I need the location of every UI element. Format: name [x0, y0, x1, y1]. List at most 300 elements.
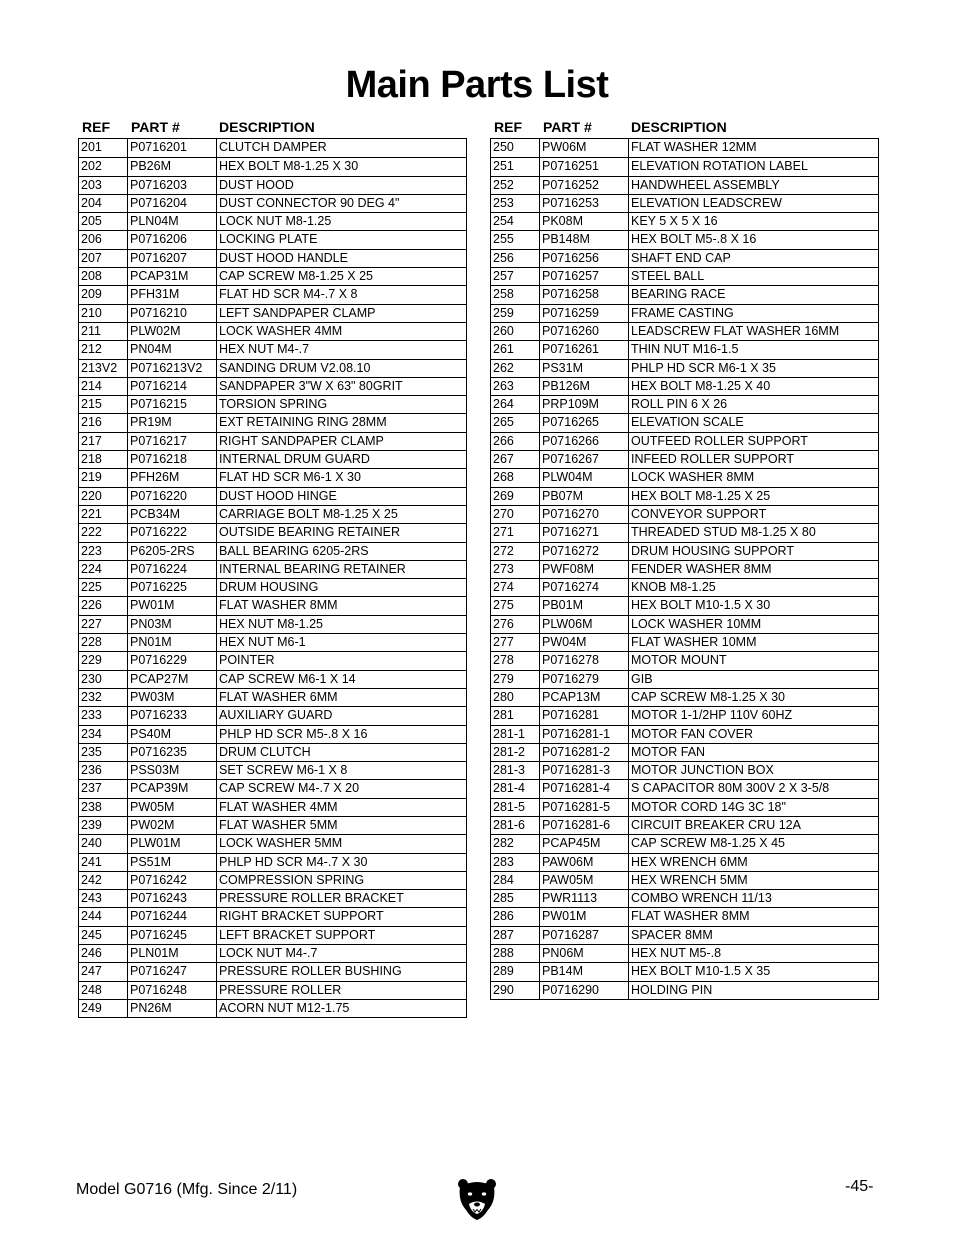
table-row: [491, 432, 878, 450]
table-row: [491, 523, 878, 541]
cell-part-number: P0716265: [540, 414, 629, 431]
table-row: [79, 926, 466, 944]
table-row: [491, 871, 878, 889]
cell-part-number: P0716261: [540, 341, 629, 358]
cell-description: THREADED STUD M8-1.25 X 80: [631, 525, 816, 540]
cell-ref: 253: [491, 195, 540, 212]
cell-ref: 285: [491, 890, 540, 907]
table-row: [491, 981, 878, 999]
cell-part-number: PLW06M: [540, 616, 629, 633]
cell-ref: 209: [79, 286, 128, 303]
cell-description: PRESSURE ROLLER: [219, 982, 342, 997]
cell-description: BALL BEARING 6205-2RS: [219, 543, 369, 558]
table-row: [491, 688, 878, 706]
table-row: [491, 304, 878, 322]
cell-ref: 281-6: [491, 817, 540, 834]
cell-ref: 206: [79, 231, 128, 248]
cell-description: ELEVATION ROTATION LABEL: [631, 159, 808, 174]
header-description: DESCRIPTION: [631, 119, 727, 135]
table-row: [491, 596, 878, 614]
cell-part-number: P0716272: [540, 543, 629, 560]
cell-ref: 227: [79, 616, 128, 633]
cell-description: LOCK WASHER 8MM: [631, 470, 755, 485]
table-row: [491, 176, 878, 194]
table-row: [79, 889, 466, 907]
cell-ref: 261: [491, 341, 540, 358]
cell-part-number: P0716252: [540, 177, 629, 194]
cell-ref: 281-4: [491, 780, 540, 797]
cell-part-number: PRP109M: [540, 396, 629, 413]
cell-description: BEARING RACE: [631, 287, 726, 302]
cell-part-number: PLN01M: [128, 945, 217, 962]
cell-ref: 271: [491, 524, 540, 541]
cell-ref: 263: [491, 378, 540, 395]
cell-description: COMBO WRENCH 11/13: [631, 891, 772, 906]
cell-description: HANDWHEEL ASSEMBLY: [631, 177, 780, 192]
table-row: [491, 139, 878, 157]
cell-ref: 270: [491, 506, 540, 523]
cell-ref: 217: [79, 433, 128, 450]
table-row: [79, 139, 466, 157]
cell-ref: 233: [79, 707, 128, 724]
cell-part-number: P0716224: [128, 561, 217, 578]
cell-description: ACORN NUT M12-1.75: [219, 1000, 350, 1015]
table-row: [79, 761, 466, 779]
cell-description: LOCK WASHER 5MM: [219, 836, 343, 851]
cell-ref: 250: [491, 139, 540, 157]
cell-part-number: PW02M: [128, 817, 217, 834]
cell-ref: 259: [491, 305, 540, 322]
cell-description: PRESSURE ROLLER BUSHING: [219, 964, 402, 979]
cell-ref: 220: [79, 488, 128, 505]
table-row: [79, 578, 466, 596]
cell-description: HEX WRENCH 6MM: [631, 854, 748, 869]
table-row: [79, 779, 466, 797]
table-header: [490, 116, 879, 138]
table-row: [491, 249, 878, 267]
cell-ref: 202: [79, 158, 128, 175]
cell-ref: 255: [491, 231, 540, 248]
cell-ref: 230: [79, 671, 128, 688]
parts-table-left: [78, 116, 467, 1018]
cell-part-number: P6205-2RS: [128, 543, 217, 560]
cell-ref: 265: [491, 414, 540, 431]
cell-ref: 254: [491, 213, 540, 230]
table-row: [491, 377, 878, 395]
cell-description: SANDPAPER 3"W X 63" 80GRIT: [219, 378, 403, 393]
cell-part-number: P0716278: [540, 652, 629, 669]
cell-description: COMPRESSION SPRING: [219, 872, 365, 887]
cell-part-number: P0716247: [128, 963, 217, 980]
cell-description: CAP SCREW M8-1.25 X 25: [219, 269, 373, 284]
cell-ref: 262: [491, 360, 540, 377]
table-row: [79, 853, 466, 871]
cell-description: OUTFEED ROLLER SUPPORT: [631, 433, 808, 448]
cell-part-number: PS31M: [540, 360, 629, 377]
cell-ref: 243: [79, 890, 128, 907]
cell-description: HEX BOLT M8-1.25 X 25: [631, 488, 771, 503]
cell-ref: 225: [79, 579, 128, 596]
cell-part-number: PS51M: [128, 854, 217, 871]
cell-description: HEX BOLT M8-1.25 X 40: [631, 378, 771, 393]
cell-ref: 287: [491, 927, 540, 944]
cell-description: LOCK WASHER 4MM: [219, 323, 343, 338]
cell-ref: 248: [79, 982, 128, 999]
cell-ref: 235: [79, 744, 128, 761]
table-row: [491, 285, 878, 303]
cell-ref: 246: [79, 945, 128, 962]
table-row: [79, 230, 466, 248]
cell-description: PHLP HD SCR M4-.7 X 30: [219, 854, 368, 869]
cell-ref: 273: [491, 561, 540, 578]
table-row: [491, 505, 878, 523]
table-row: [79, 725, 466, 743]
cell-part-number: P0716266: [540, 433, 629, 450]
cell-part-number: PW03M: [128, 689, 217, 706]
cell-description: FLAT WASHER 8MM: [219, 598, 338, 613]
cell-description: CAP SCREW M8-1.25 X 30: [631, 689, 785, 704]
table-row: [79, 413, 466, 431]
cell-description: FENDER WASHER 8MM: [631, 561, 772, 576]
cell-description: ROLL PIN 6 X 26: [631, 397, 728, 412]
table-row: [491, 670, 878, 688]
cell-ref: 257: [491, 268, 540, 285]
cell-part-number: PN26M: [128, 1000, 217, 1017]
cell-ref: 284: [491, 872, 540, 889]
table-row: [491, 834, 878, 852]
cell-ref: 221: [79, 506, 128, 523]
header-part: PART #: [131, 119, 180, 135]
cell-description: HOLDING PIN: [631, 982, 713, 997]
cell-description: MOTOR JUNCTION BOX: [631, 763, 774, 778]
table-row: [491, 542, 878, 560]
table-row: [491, 395, 878, 413]
cell-part-number: PCAP31M: [128, 268, 217, 285]
table-row: [491, 706, 878, 724]
cell-description: HEX BOLT M10-1.5 X 35: [631, 964, 771, 979]
cell-description: LOCK NUT M8-1.25: [219, 214, 332, 229]
cell-part-number: P0716207: [128, 250, 217, 267]
table-row: [491, 615, 878, 633]
cell-part-number: PFH26M: [128, 469, 217, 486]
table-row: [491, 633, 878, 651]
parts-table-right: [490, 116, 879, 1000]
cell-ref: 260: [491, 323, 540, 340]
table-row: [491, 651, 878, 669]
table-row: [79, 285, 466, 303]
cell-description: FLAT WASHER 4MM: [219, 799, 338, 814]
cell-ref: 290: [491, 982, 540, 999]
cell-description: HEX BOLT M10-1.5 X 30: [631, 598, 771, 613]
table-header: [78, 116, 467, 138]
cell-description: ELEVATION SCALE: [631, 415, 744, 430]
table-row: [491, 560, 878, 578]
cell-description: DUST HOOD HANDLE: [219, 250, 348, 265]
table-row: [491, 761, 878, 779]
cell-ref: 219: [79, 469, 128, 486]
table-row: [79, 981, 466, 999]
cell-part-number: P0716242: [128, 872, 217, 889]
table-row: [79, 542, 466, 560]
table-row: [79, 395, 466, 413]
cell-description: DRUM HOUSING SUPPORT: [631, 543, 794, 558]
cell-description: TORSION SPRING: [219, 397, 328, 412]
table-row: [79, 249, 466, 267]
table-row: [79, 871, 466, 889]
table-body: [490, 138, 879, 1000]
cell-description: LEFT SANDPAPER CLAMP: [219, 305, 376, 320]
table-row: [491, 468, 878, 486]
cell-part-number: P0716281-1: [540, 726, 629, 743]
cell-description: LOCK NUT M4-.7: [219, 946, 318, 961]
cell-part-number: P0716243: [128, 890, 217, 907]
cell-ref: 232: [79, 689, 128, 706]
table-row: [491, 157, 878, 175]
cell-ref: 277: [491, 634, 540, 651]
cell-part-number: PW04M: [540, 634, 629, 651]
cell-description: HEX NUT M6-1: [219, 635, 306, 650]
cell-ref: 274: [491, 579, 540, 596]
table-row: [79, 157, 466, 175]
cell-ref: 276: [491, 616, 540, 633]
cell-description: CLUTCH DAMPER: [219, 140, 327, 154]
table-row: [491, 889, 878, 907]
table-row: [491, 413, 878, 431]
table-row: [79, 944, 466, 962]
cell-part-number: P0716281-4: [540, 780, 629, 797]
cell-part-number: PB126M: [540, 378, 629, 395]
cell-part-number: PW01M: [128, 597, 217, 614]
cell-description: DUST HOOD HINGE: [219, 488, 337, 503]
cell-ref: 281-5: [491, 799, 540, 816]
cell-part-number: PCAP27M: [128, 671, 217, 688]
cell-part-number: PLW02M: [128, 323, 217, 340]
header-part: PART #: [543, 119, 592, 135]
table-row: [491, 340, 878, 358]
cell-description: INTERNAL BEARING RETAINER: [219, 561, 406, 576]
cell-ref: 289: [491, 963, 540, 980]
table-row: [491, 779, 878, 797]
cell-ref: 242: [79, 872, 128, 889]
table-row: [79, 176, 466, 194]
cell-ref: 224: [79, 561, 128, 578]
cell-ref: 256: [491, 250, 540, 267]
cell-ref: 267: [491, 451, 540, 468]
cell-part-number: PN04M: [128, 341, 217, 358]
table-row: [79, 633, 466, 651]
cell-description: CAP SCREW M6-1 X 14: [219, 671, 356, 686]
cell-ref: 213V2: [79, 360, 128, 377]
cell-ref: 229: [79, 652, 128, 669]
cell-description: INTERNAL DRUM GUARD: [219, 452, 370, 467]
cell-part-number: P0716271: [540, 524, 629, 541]
table-row: [491, 725, 878, 743]
cell-description: PHLP HD SCR M5-.8 X 16: [219, 726, 368, 741]
cell-ref: 252: [491, 177, 540, 194]
table-row: [491, 578, 878, 596]
cell-ref: 214: [79, 378, 128, 395]
cell-part-number: PCAP13M: [540, 689, 629, 706]
cell-part-number: P0716214: [128, 378, 217, 395]
cell-part-number: PB14M: [540, 963, 629, 980]
cell-description: MOTOR MOUNT: [631, 653, 727, 668]
header-ref: REF: [82, 119, 110, 135]
cell-part-number: P0716210: [128, 305, 217, 322]
cell-description: RIGHT BRACKET SUPPORT: [219, 909, 384, 924]
cell-part-number: PB26M: [128, 158, 217, 175]
table-row: [491, 212, 878, 230]
cell-ref: 286: [491, 908, 540, 925]
cell-description: INFEED ROLLER SUPPORT: [631, 452, 795, 467]
table-row: [79, 670, 466, 688]
cell-ref: 251: [491, 158, 540, 175]
cell-description: DRUM CLUTCH: [219, 744, 311, 759]
cell-description: FLAT WASHER 6MM: [219, 689, 338, 704]
cell-description: S CAPACITOR 80M 300V 2 X 3-5/8: [631, 781, 830, 796]
cell-description: FLAT WASHER 8MM: [631, 909, 750, 924]
table-row: [79, 377, 466, 395]
cell-part-number: PAW05M: [540, 872, 629, 889]
cell-ref: 237: [79, 780, 128, 797]
table-row: [79, 523, 466, 541]
cell-part-number: PB07M: [540, 488, 629, 505]
cell-description: HEX NUT M5-.8: [631, 946, 722, 961]
cell-part-number: P0716267: [540, 451, 629, 468]
table-row: [79, 615, 466, 633]
cell-description: EXT RETAINING RING 28MM: [219, 415, 387, 430]
cell-description: ELEVATION LEADSCREW: [631, 195, 782, 210]
table-row: [79, 267, 466, 285]
cell-part-number: P0716258: [540, 286, 629, 303]
cell-part-number: PN06M: [540, 945, 629, 962]
cell-description: FLAT WASHER 5MM: [219, 817, 338, 832]
cell-part-number: PB01M: [540, 597, 629, 614]
cell-ref: 236: [79, 762, 128, 779]
cell-part-number: P0716287: [540, 927, 629, 944]
cell-ref: 258: [491, 286, 540, 303]
cell-part-number: PCAP45M: [540, 835, 629, 852]
cell-part-number: PLN04M: [128, 213, 217, 230]
table-row: [79, 505, 466, 523]
cell-part-number: P0716215: [128, 396, 217, 413]
cell-part-number: PW01M: [540, 908, 629, 925]
cell-part-number: PWF08M: [540, 561, 629, 578]
cell-ref: 280: [491, 689, 540, 706]
cell-description: FLAT HD SCR M4-.7 X 8: [219, 287, 358, 302]
header-description: DESCRIPTION: [219, 119, 315, 135]
cell-description: LOCKING PLATE: [219, 232, 318, 247]
cell-part-number: P0716281-6: [540, 817, 629, 834]
cell-description: SET SCREW M6-1 X 8: [219, 763, 348, 778]
table-row: [79, 322, 466, 340]
cell-ref: 203: [79, 177, 128, 194]
cell-part-number: P0716204: [128, 195, 217, 212]
cell-part-number: PSS03M: [128, 762, 217, 779]
cell-part-number: P0716206: [128, 231, 217, 248]
table-row: [491, 487, 878, 505]
cell-description: RIGHT SANDPAPER CLAMP: [219, 433, 384, 448]
table-row: [79, 962, 466, 980]
cell-description: MOTOR FAN COVER: [631, 726, 754, 741]
cell-ref: 228: [79, 634, 128, 651]
cell-part-number: P0716229: [128, 652, 217, 669]
cell-part-number: P0716245: [128, 927, 217, 944]
table-row: [491, 907, 878, 925]
cell-ref: 244: [79, 908, 128, 925]
cell-ref: 282: [491, 835, 540, 852]
grizzly-bear-logo-icon: [456, 1177, 498, 1221]
cell-part-number: P0716220: [128, 488, 217, 505]
cell-ref: 216: [79, 414, 128, 431]
cell-ref: 272: [491, 543, 540, 560]
cell-part-number: P0716274: [540, 579, 629, 596]
cell-description: MOTOR CORD 14G 3C 18": [631, 799, 786, 814]
cell-ref: 281: [491, 707, 540, 724]
cell-part-number: P0716218: [128, 451, 217, 468]
table-row: [491, 743, 878, 761]
page-title: Main Parts List: [345, 64, 609, 106]
table-row: [491, 853, 878, 871]
cell-part-number: P0716260: [540, 323, 629, 340]
cell-description: HEX BOLT M5-.8 X 16: [631, 232, 757, 247]
cell-description: HEX WRENCH 5MM: [631, 872, 748, 887]
cell-ref: 212: [79, 341, 128, 358]
cell-part-number: PW05M: [128, 799, 217, 816]
cell-ref: 204: [79, 195, 128, 212]
cell-ref: 205: [79, 213, 128, 230]
cell-description: FLAT WASHER 10MM: [631, 635, 757, 650]
cell-part-number: PR19M: [128, 414, 217, 431]
cell-description: CAP SCREW M4-.7 X 20: [219, 781, 360, 796]
cell-ref: 208: [79, 268, 128, 285]
cell-description: FRAME CASTING: [631, 305, 734, 320]
table-row: [79, 560, 466, 578]
cell-ref: 264: [491, 396, 540, 413]
cell-ref: 234: [79, 726, 128, 743]
footer-model: Model G0716 (Mfg. Since 2/11): [76, 1181, 298, 1198]
cell-ref: 240: [79, 835, 128, 852]
table-row: [79, 816, 466, 834]
cell-description: HEX NUT M8-1.25: [219, 616, 323, 631]
cell-part-number: PLW04M: [540, 469, 629, 486]
cell-ref: 266: [491, 433, 540, 450]
cell-part-number: P0716203: [128, 177, 217, 194]
cell-ref: 245: [79, 927, 128, 944]
cell-ref: 201: [79, 139, 128, 157]
cell-ref: 281-3: [491, 762, 540, 779]
cell-description: HEX BOLT M8-1.25 X 30: [219, 159, 359, 174]
cell-description: PRESSURE ROLLER BRACKET: [219, 891, 404, 906]
cell-ref: 281-2: [491, 744, 540, 761]
cell-description: KEY 5 X 5 X 16: [631, 214, 718, 229]
table-row: [79, 450, 466, 468]
cell-part-number: P0716244: [128, 908, 217, 925]
cell-ref: 249: [79, 1000, 128, 1017]
table-row: [491, 194, 878, 212]
table-row: [79, 596, 466, 614]
cell-description: LEADSCREW FLAT WASHER 16MM: [631, 323, 840, 338]
table-row: [491, 798, 878, 816]
cell-description: FLAT HD SCR M6-1 X 30: [219, 470, 361, 485]
cell-ref: 238: [79, 799, 128, 816]
cell-part-number: PCB34M: [128, 506, 217, 523]
table-row: [79, 487, 466, 505]
cell-part-number: P0716213V2: [128, 360, 217, 377]
cell-ref: 218: [79, 451, 128, 468]
cell-part-number: PN03M: [128, 616, 217, 633]
cell-description: THIN NUT M16-1.5: [631, 342, 739, 357]
header-ref: REF: [494, 119, 522, 135]
